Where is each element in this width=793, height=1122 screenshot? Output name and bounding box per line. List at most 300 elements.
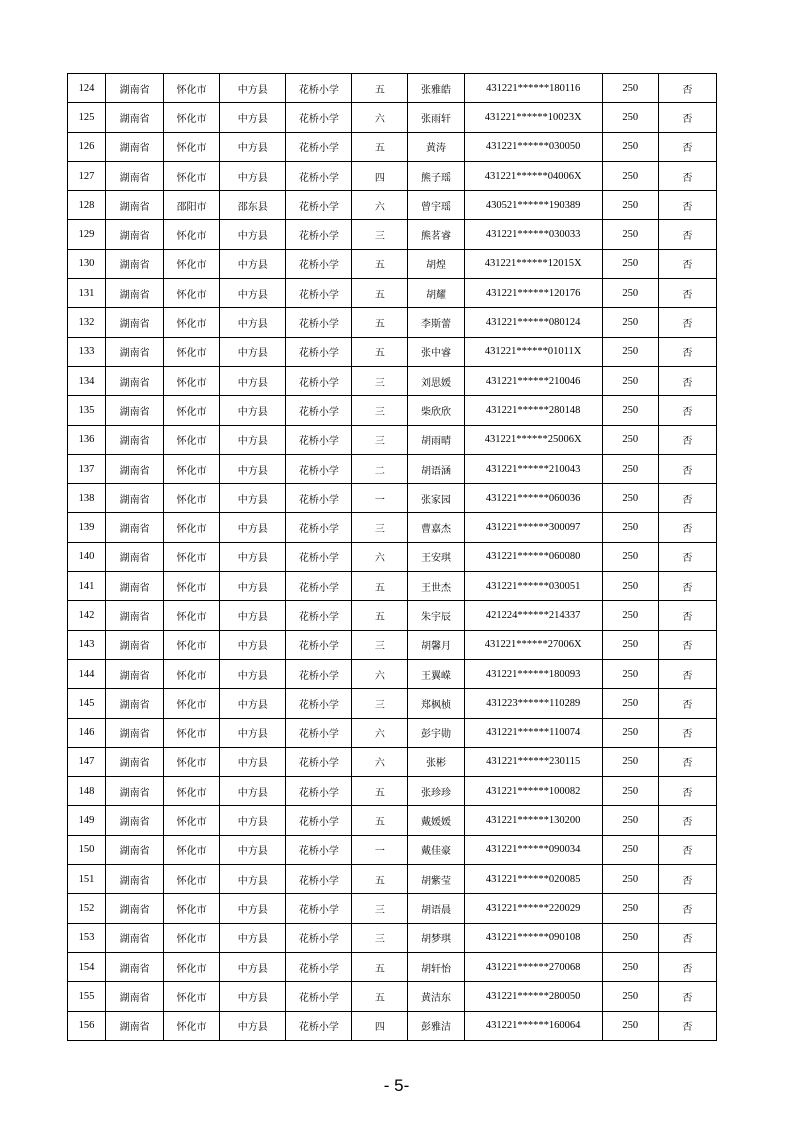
province-cell: 湖南省 <box>106 923 164 952</box>
table-row <box>68 542 717 571</box>
flag-cell: 否 <box>658 835 716 864</box>
row-number-cell: 125 <box>68 103 106 132</box>
row-number-cell: 127 <box>68 161 106 190</box>
grade-cell: 三 <box>352 923 408 952</box>
id-number-cell: 430521******190389 <box>464 191 602 220</box>
flag-cell: 否 <box>658 865 716 894</box>
city-cell: 怀化市 <box>164 865 220 894</box>
county-cell: 中方县 <box>220 249 286 278</box>
student-name-cell: 张家园 <box>408 484 464 513</box>
id-number-cell: 431221******100082 <box>464 777 602 806</box>
amount-cell: 250 <box>602 279 658 308</box>
county-cell: 中方县 <box>220 747 286 776</box>
city-cell: 怀化市 <box>164 337 220 366</box>
grade-cell: 六 <box>352 103 408 132</box>
county-cell: 中方县 <box>220 865 286 894</box>
province-cell: 湖南省 <box>106 659 164 688</box>
county-cell: 中方县 <box>220 835 286 864</box>
page-number: - 5- <box>383 1076 410 1095</box>
id-number-cell: 431221******25006X <box>464 425 602 454</box>
student-name-cell: 彭宇勋 <box>408 718 464 747</box>
grade-cell: 五 <box>352 132 408 161</box>
grade-cell: 六 <box>352 542 408 571</box>
city-cell: 怀化市 <box>164 366 220 395</box>
province-cell: 湖南省 <box>106 249 164 278</box>
row-number-cell: 140 <box>68 542 106 571</box>
flag-cell: 否 <box>658 894 716 923</box>
province-cell: 湖南省 <box>106 454 164 483</box>
flag-cell: 否 <box>658 689 716 718</box>
province-cell: 湖南省 <box>106 337 164 366</box>
flag-cell: 否 <box>658 249 716 278</box>
id-number-cell: 431221******110074 <box>464 718 602 747</box>
id-number-cell: 431221******10023X <box>464 103 602 132</box>
city-cell: 怀化市 <box>164 279 220 308</box>
row-number-cell: 149 <box>68 806 106 835</box>
county-cell: 中方县 <box>220 952 286 981</box>
id-number-cell: 431221******12015X <box>464 249 602 278</box>
amount-cell: 250 <box>602 366 658 395</box>
grade-cell: 五 <box>352 952 408 981</box>
school-cell: 花桥小学 <box>286 542 352 571</box>
id-number-cell: 431221******020085 <box>464 865 602 894</box>
school-cell: 花桥小学 <box>286 513 352 542</box>
city-cell: 怀化市 <box>164 396 220 425</box>
province-cell: 湖南省 <box>106 103 164 132</box>
school-cell: 花桥小学 <box>286 777 352 806</box>
student-name-cell: 张彬 <box>408 747 464 776</box>
student-name-cell: 胡馨月 <box>408 630 464 659</box>
county-cell: 中方县 <box>220 777 286 806</box>
flag-cell: 否 <box>658 425 716 454</box>
flag-cell: 否 <box>658 923 716 952</box>
county-cell: 中方县 <box>220 366 286 395</box>
province-cell: 湖南省 <box>106 1011 164 1040</box>
flag-cell: 否 <box>658 718 716 747</box>
table-row <box>68 513 717 542</box>
amount-cell: 250 <box>602 952 658 981</box>
flag-cell: 否 <box>658 161 716 190</box>
county-cell: 中方县 <box>220 308 286 337</box>
flag-cell: 否 <box>658 191 716 220</box>
grade-cell: 三 <box>352 689 408 718</box>
row-number-cell: 144 <box>68 659 106 688</box>
county-cell: 中方县 <box>220 572 286 601</box>
school-cell: 花桥小学 <box>286 191 352 220</box>
county-cell: 中方县 <box>220 513 286 542</box>
school-cell: 花桥小学 <box>286 718 352 747</box>
id-number-cell: 431221******300097 <box>464 513 602 542</box>
province-cell: 湖南省 <box>106 689 164 718</box>
student-name-cell: 朱宇辰 <box>408 601 464 630</box>
school-cell: 花桥小学 <box>286 161 352 190</box>
row-number-cell: 150 <box>68 835 106 864</box>
amount-cell: 250 <box>602 220 658 249</box>
county-cell: 中方县 <box>220 74 286 103</box>
student-name-cell: 戴媛媛 <box>408 806 464 835</box>
row-number-cell: 126 <box>68 132 106 161</box>
county-cell: 邵东县 <box>220 191 286 220</box>
id-number-cell: 431221******060080 <box>464 542 602 571</box>
flag-cell: 否 <box>658 601 716 630</box>
id-number-cell: 431221******030033 <box>464 220 602 249</box>
table-row <box>68 74 717 103</box>
flag-cell: 否 <box>658 396 716 425</box>
table-row <box>68 923 717 952</box>
school-cell: 花桥小学 <box>286 425 352 454</box>
table-row <box>68 659 717 688</box>
grade-cell: 四 <box>352 161 408 190</box>
school-cell: 花桥小学 <box>286 689 352 718</box>
city-cell: 怀化市 <box>164 630 220 659</box>
student-name-cell: 戴佳豪 <box>408 835 464 864</box>
city-cell: 怀化市 <box>164 161 220 190</box>
id-number-cell: 431221******180093 <box>464 659 602 688</box>
school-cell: 花桥小学 <box>286 894 352 923</box>
province-cell: 湖南省 <box>106 835 164 864</box>
student-name-cell: 胡煌 <box>408 249 464 278</box>
id-number-cell: 431221******270068 <box>464 952 602 981</box>
flag-cell: 否 <box>658 74 716 103</box>
table-row <box>68 1011 717 1040</box>
row-number-cell: 153 <box>68 923 106 952</box>
row-number-cell: 134 <box>68 366 106 395</box>
row-number-cell: 133 <box>68 337 106 366</box>
student-name-cell: 黄洁东 <box>408 982 464 1011</box>
row-number-cell: 152 <box>68 894 106 923</box>
province-cell: 湖南省 <box>106 601 164 630</box>
grade-cell: 五 <box>352 806 408 835</box>
table-row <box>68 630 717 659</box>
table-body <box>68 74 717 1041</box>
province-cell: 湖南省 <box>106 425 164 454</box>
county-cell: 中方县 <box>220 689 286 718</box>
row-number-cell: 147 <box>68 747 106 776</box>
province-cell: 湖南省 <box>106 542 164 571</box>
school-cell: 花桥小学 <box>286 806 352 835</box>
flag-cell: 否 <box>658 132 716 161</box>
table-row <box>68 249 717 278</box>
city-cell: 怀化市 <box>164 777 220 806</box>
amount-cell: 250 <box>602 835 658 864</box>
table-row <box>68 952 717 981</box>
flag-cell: 否 <box>658 630 716 659</box>
student-name-cell: 李斯蕾 <box>408 308 464 337</box>
city-cell: 怀化市 <box>164 103 220 132</box>
flag-cell: 否 <box>658 659 716 688</box>
row-number-cell: 155 <box>68 982 106 1011</box>
student-name-cell: 胡耀 <box>408 279 464 308</box>
province-cell: 湖南省 <box>106 747 164 776</box>
student-name-cell: 王安琪 <box>408 542 464 571</box>
id-number-cell: 431221******180116 <box>464 74 602 103</box>
county-cell: 中方县 <box>220 161 286 190</box>
grade-cell: 一 <box>352 835 408 864</box>
city-cell: 怀化市 <box>164 718 220 747</box>
grade-cell: 五 <box>352 601 408 630</box>
amount-cell: 250 <box>602 542 658 571</box>
flag-cell: 否 <box>658 103 716 132</box>
grade-cell: 六 <box>352 718 408 747</box>
row-number-cell: 135 <box>68 396 106 425</box>
student-name-cell: 胡语晨 <box>408 894 464 923</box>
county-cell: 中方县 <box>220 1011 286 1040</box>
student-name-cell: 胡梦琪 <box>408 923 464 952</box>
table-row <box>68 454 717 483</box>
row-number-cell: 139 <box>68 513 106 542</box>
county-cell: 中方县 <box>220 425 286 454</box>
id-number-cell: 431221******160064 <box>464 1011 602 1040</box>
id-number-cell: 431221******210046 <box>464 366 602 395</box>
flag-cell: 否 <box>658 1011 716 1040</box>
amount-cell: 250 <box>602 337 658 366</box>
table-row <box>68 220 717 249</box>
school-cell: 花桥小学 <box>286 337 352 366</box>
student-name-cell: 胡轩怡 <box>408 952 464 981</box>
row-number-cell: 124 <box>68 74 106 103</box>
province-cell: 湖南省 <box>106 161 164 190</box>
city-cell: 怀化市 <box>164 220 220 249</box>
county-cell: 中方县 <box>220 718 286 747</box>
grade-cell: 六 <box>352 659 408 688</box>
amount-cell: 250 <box>602 982 658 1011</box>
city-cell: 怀化市 <box>164 1011 220 1040</box>
province-cell: 湖南省 <box>106 484 164 513</box>
city-cell: 怀化市 <box>164 454 220 483</box>
amount-cell: 250 <box>602 747 658 776</box>
city-cell: 怀化市 <box>164 308 220 337</box>
grade-cell: 六 <box>352 747 408 776</box>
amount-cell: 250 <box>602 689 658 718</box>
province-cell: 湖南省 <box>106 308 164 337</box>
flag-cell: 否 <box>658 806 716 835</box>
id-number-cell: 431221******090108 <box>464 923 602 952</box>
row-number-cell: 132 <box>68 308 106 337</box>
province-cell: 湖南省 <box>106 982 164 1011</box>
grade-cell: 三 <box>352 396 408 425</box>
table-row <box>68 132 717 161</box>
county-cell: 中方县 <box>220 132 286 161</box>
student-name-cell: 曹嘉杰 <box>408 513 464 542</box>
student-name-cell: 熊茗睿 <box>408 220 464 249</box>
grade-cell: 三 <box>352 894 408 923</box>
table-row <box>68 718 717 747</box>
county-cell: 中方县 <box>220 542 286 571</box>
city-cell: 怀化市 <box>164 689 220 718</box>
city-cell: 怀化市 <box>164 484 220 513</box>
row-number-cell: 146 <box>68 718 106 747</box>
row-number-cell: 138 <box>68 484 106 513</box>
table-row <box>68 601 717 630</box>
student-roster-table <box>67 73 717 1041</box>
grade-cell: 三 <box>352 513 408 542</box>
table-row <box>68 425 717 454</box>
grade-cell: 五 <box>352 308 408 337</box>
county-cell: 中方县 <box>220 220 286 249</box>
school-cell: 花桥小学 <box>286 747 352 776</box>
student-name-cell: 胡雨晴 <box>408 425 464 454</box>
student-name-cell: 熊子瑶 <box>408 161 464 190</box>
row-number-cell: 143 <box>68 630 106 659</box>
grade-cell: 三 <box>352 630 408 659</box>
county-cell: 中方县 <box>220 103 286 132</box>
amount-cell: 250 <box>602 777 658 806</box>
flag-cell: 否 <box>658 454 716 483</box>
flag-cell: 否 <box>658 777 716 806</box>
table-row <box>68 777 717 806</box>
amount-cell: 250 <box>602 161 658 190</box>
school-cell: 花桥小学 <box>286 982 352 1011</box>
grade-cell: 五 <box>352 777 408 806</box>
flag-cell: 否 <box>658 982 716 1011</box>
table-row <box>68 308 717 337</box>
flag-cell: 否 <box>658 220 716 249</box>
amount-cell: 250 <box>602 601 658 630</box>
student-name-cell: 胡语涵 <box>408 454 464 483</box>
province-cell: 湖南省 <box>106 513 164 542</box>
flag-cell: 否 <box>658 308 716 337</box>
amount-cell: 250 <box>602 103 658 132</box>
grade-cell: 五 <box>352 982 408 1011</box>
flag-cell: 否 <box>658 542 716 571</box>
row-number-cell: 142 <box>68 601 106 630</box>
grade-cell: 三 <box>352 220 408 249</box>
flag-cell: 否 <box>658 572 716 601</box>
school-cell: 花桥小学 <box>286 1011 352 1040</box>
grade-cell: 四 <box>352 1011 408 1040</box>
row-number-cell: 137 <box>68 454 106 483</box>
city-cell: 怀化市 <box>164 74 220 103</box>
id-number-cell: 431221******120176 <box>464 279 602 308</box>
table-row <box>68 279 717 308</box>
flag-cell: 否 <box>658 747 716 776</box>
student-name-cell: 王翼嵘 <box>408 659 464 688</box>
student-name-cell: 张珍珍 <box>408 777 464 806</box>
flag-cell: 否 <box>658 337 716 366</box>
student-name-cell: 黄涛 <box>408 132 464 161</box>
id-number-cell: 421224******214337 <box>464 601 602 630</box>
city-cell: 怀化市 <box>164 923 220 952</box>
row-number-cell: 141 <box>68 572 106 601</box>
student-name-cell: 郑枫桢 <box>408 689 464 718</box>
school-cell: 花桥小学 <box>286 630 352 659</box>
row-number-cell: 129 <box>68 220 106 249</box>
flag-cell: 否 <box>658 952 716 981</box>
city-cell: 怀化市 <box>164 132 220 161</box>
id-number-cell: 431221******04006X <box>464 161 602 190</box>
city-cell: 怀化市 <box>164 747 220 776</box>
amount-cell: 250 <box>602 923 658 952</box>
student-name-cell: 张雨轩 <box>408 103 464 132</box>
table-row <box>68 835 717 864</box>
amount-cell: 250 <box>602 454 658 483</box>
id-number-cell: 431221******030050 <box>464 132 602 161</box>
province-cell: 湖南省 <box>106 630 164 659</box>
flag-cell: 否 <box>658 484 716 513</box>
id-number-cell: 431221******220029 <box>464 894 602 923</box>
county-cell: 中方县 <box>220 982 286 1011</box>
county-cell: 中方县 <box>220 454 286 483</box>
flag-cell: 否 <box>658 513 716 542</box>
table-row <box>68 894 717 923</box>
id-number-cell: 431221******230115 <box>464 747 602 776</box>
city-cell: 怀化市 <box>164 659 220 688</box>
amount-cell: 250 <box>602 425 658 454</box>
county-cell: 中方县 <box>220 806 286 835</box>
row-number-cell: 156 <box>68 1011 106 1040</box>
amount-cell: 250 <box>602 74 658 103</box>
province-cell: 湖南省 <box>106 952 164 981</box>
province-cell: 湖南省 <box>106 74 164 103</box>
amount-cell: 250 <box>602 249 658 278</box>
province-cell: 湖南省 <box>106 279 164 308</box>
grade-cell: 一 <box>352 484 408 513</box>
school-cell: 花桥小学 <box>286 366 352 395</box>
province-cell: 湖南省 <box>106 865 164 894</box>
school-cell: 花桥小学 <box>286 659 352 688</box>
amount-cell: 250 <box>602 132 658 161</box>
province-cell: 湖南省 <box>106 220 164 249</box>
province-cell: 湖南省 <box>106 132 164 161</box>
province-cell: 湖南省 <box>106 396 164 425</box>
school-cell: 花桥小学 <box>286 923 352 952</box>
city-cell: 邵阳市 <box>164 191 220 220</box>
school-cell: 花桥小学 <box>286 308 352 337</box>
id-number-cell: 431221******01011X <box>464 337 602 366</box>
row-number-cell: 136 <box>68 425 106 454</box>
row-number-cell: 145 <box>68 689 106 718</box>
id-number-cell: 431221******130200 <box>464 806 602 835</box>
city-cell: 怀化市 <box>164 982 220 1011</box>
id-number-cell: 431221******060036 <box>464 484 602 513</box>
row-number-cell: 151 <box>68 865 106 894</box>
row-number-cell: 148 <box>68 777 106 806</box>
grade-cell: 六 <box>352 191 408 220</box>
table-row <box>68 366 717 395</box>
city-cell: 怀化市 <box>164 806 220 835</box>
school-cell: 花桥小学 <box>286 249 352 278</box>
county-cell: 中方县 <box>220 659 286 688</box>
grade-cell: 五 <box>352 74 408 103</box>
amount-cell: 250 <box>602 659 658 688</box>
table-row <box>68 982 717 1011</box>
student-name-cell: 柴欣欣 <box>408 396 464 425</box>
school-cell: 花桥小学 <box>286 74 352 103</box>
county-cell: 中方县 <box>220 601 286 630</box>
school-cell: 花桥小学 <box>286 396 352 425</box>
student-name-cell: 张雅皓 <box>408 74 464 103</box>
grade-cell: 三 <box>352 425 408 454</box>
student-name-cell: 王世杰 <box>408 572 464 601</box>
student-name-cell: 胡紫莹 <box>408 865 464 894</box>
table-row <box>68 396 717 425</box>
city-cell: 怀化市 <box>164 572 220 601</box>
province-cell: 湖南省 <box>106 366 164 395</box>
school-cell: 花桥小学 <box>286 279 352 308</box>
amount-cell: 250 <box>602 630 658 659</box>
amount-cell: 250 <box>602 396 658 425</box>
student-name-cell: 曾宇瑶 <box>408 191 464 220</box>
flag-cell: 否 <box>658 279 716 308</box>
grade-cell: 三 <box>352 366 408 395</box>
id-number-cell: 431221******280148 <box>464 396 602 425</box>
id-number-cell: 431221******27006X <box>464 630 602 659</box>
city-cell: 怀化市 <box>164 894 220 923</box>
county-cell: 中方县 <box>220 337 286 366</box>
province-cell: 湖南省 <box>106 806 164 835</box>
id-number-cell: 431221******090034 <box>464 835 602 864</box>
grade-cell: 五 <box>352 337 408 366</box>
